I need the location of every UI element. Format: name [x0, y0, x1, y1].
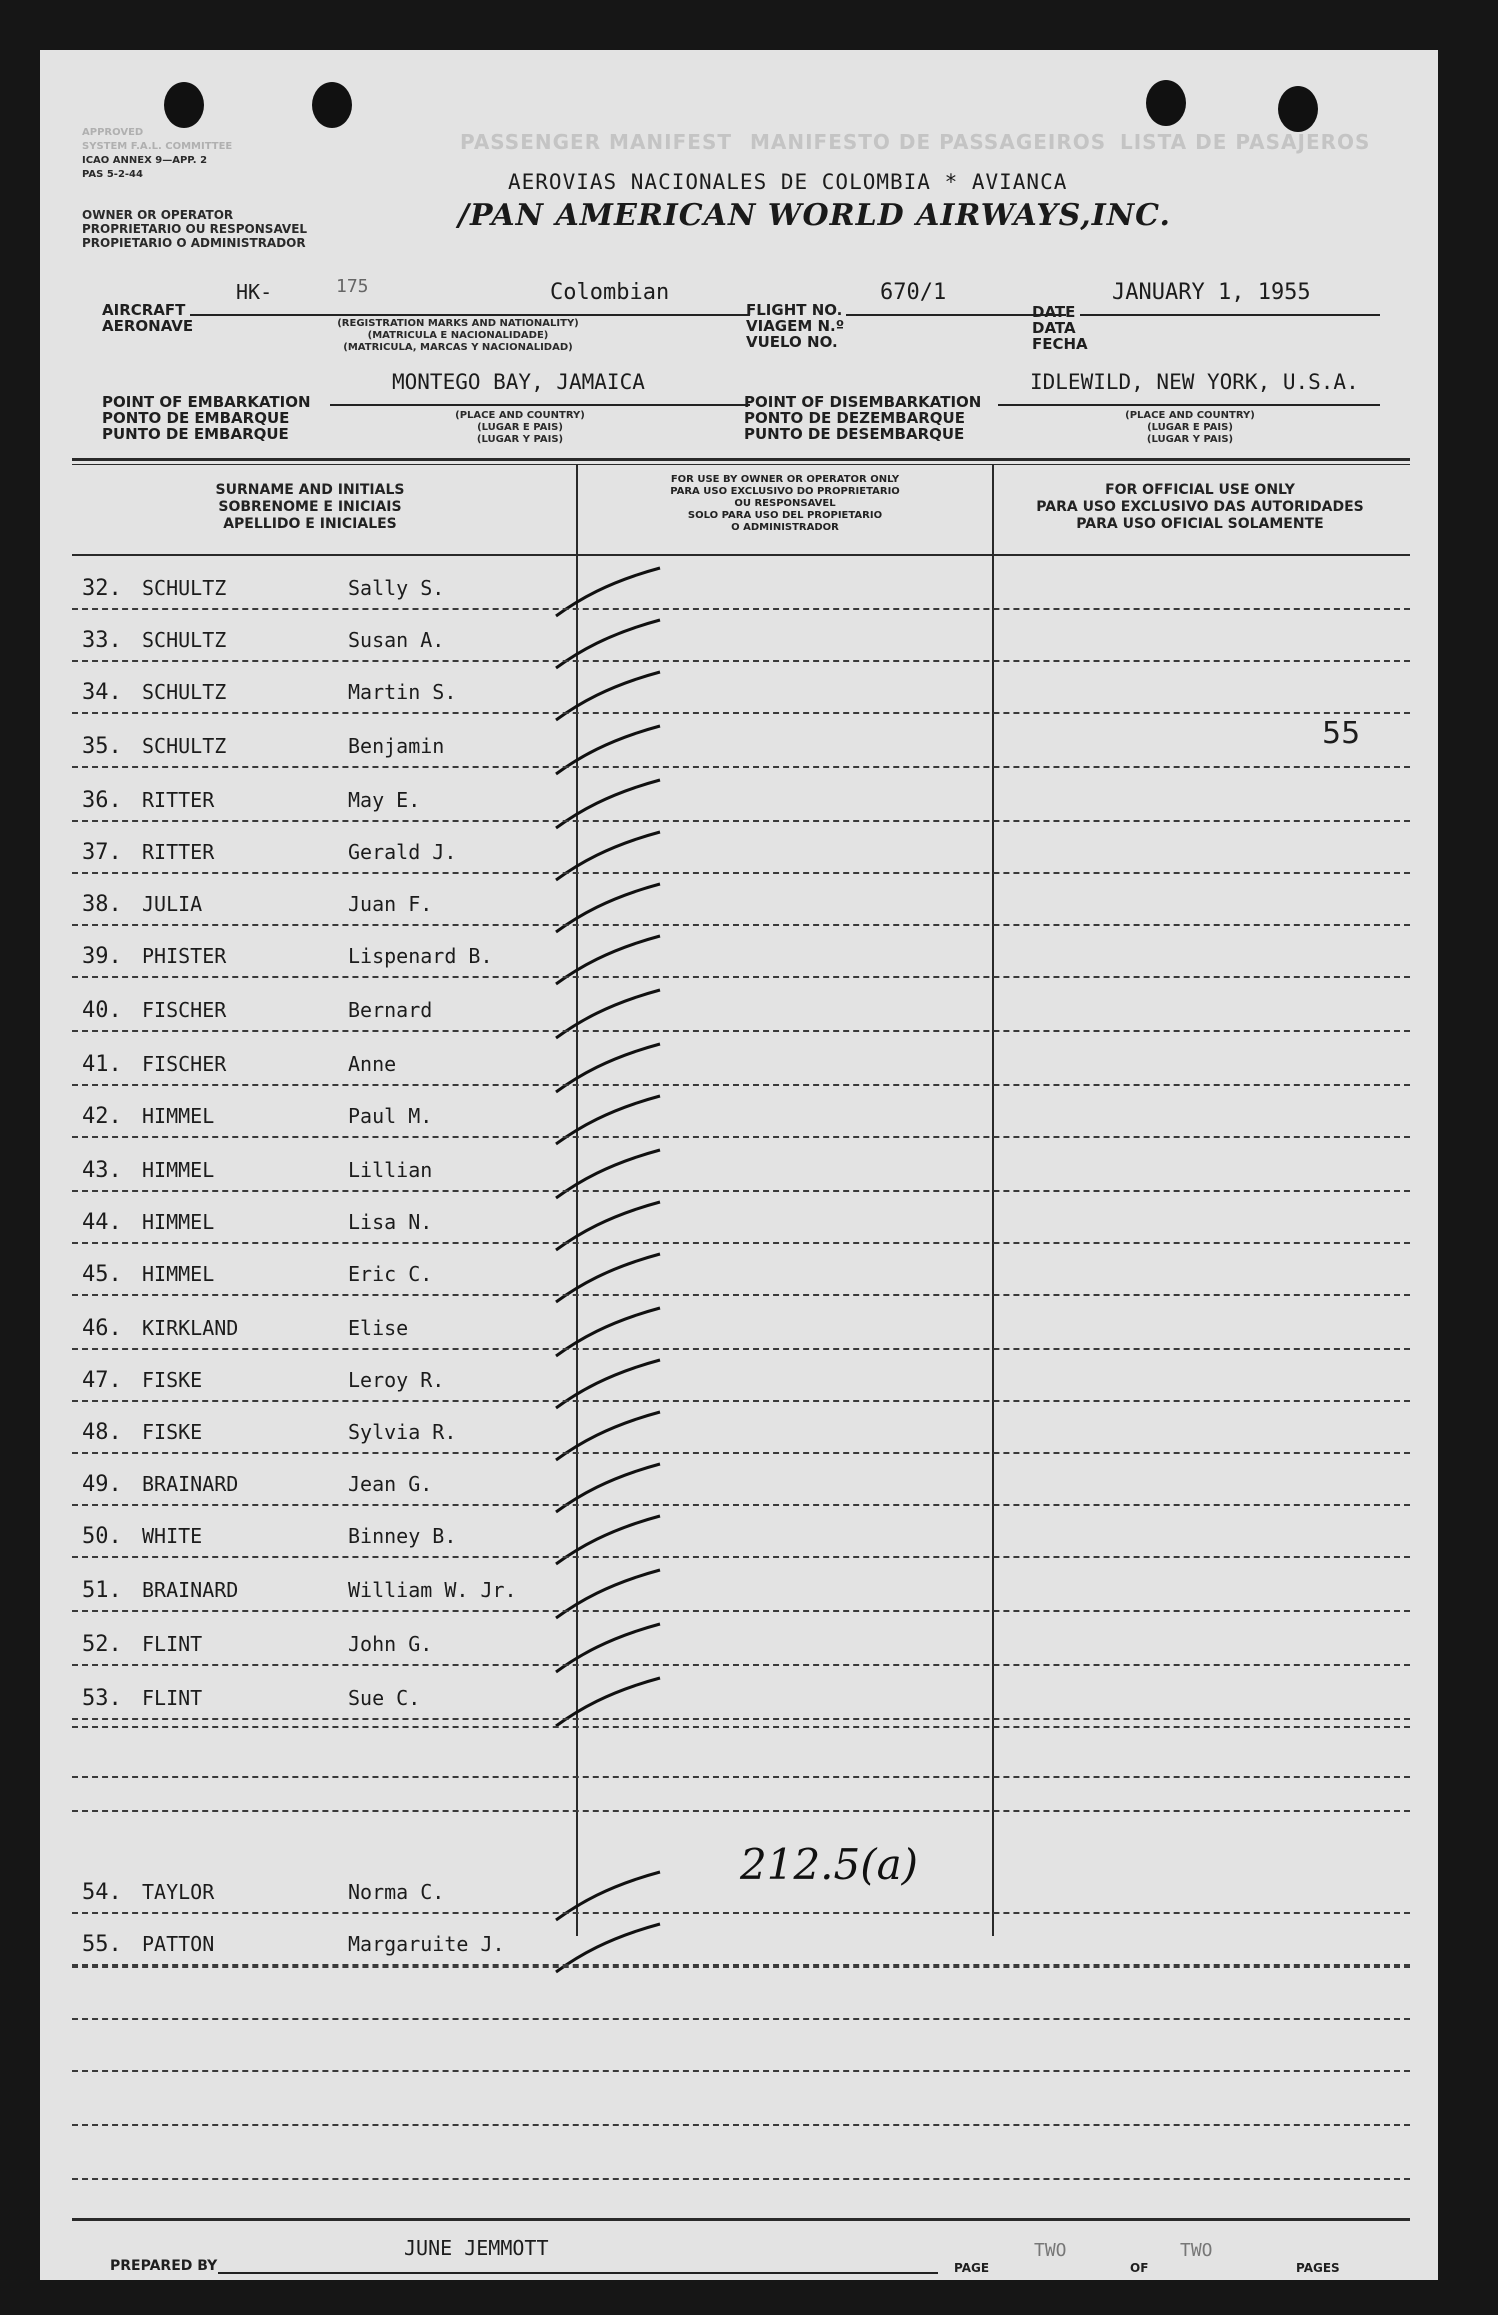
check-mark — [548, 1456, 678, 1516]
registration-subtitle: (REGISTRATION MARKS AND NATIONALITY) (MATRICULA E NACIONALIDADE) (MATRICULA, MARCAS Y NACIONALIDAD) — [337, 318, 579, 353]
row-rule — [72, 976, 1410, 978]
row-rule — [72, 1400, 1410, 1402]
row-rule — [72, 1084, 1410, 1086]
row-rule — [72, 1136, 1410, 1138]
passenger-number: 53. — [82, 1686, 122, 1711]
passenger-number: 47. — [82, 1368, 122, 1393]
passenger-given-name: Binney B. — [348, 1524, 457, 1548]
row-rule — [72, 1242, 1410, 1244]
manifest-page — [40, 50, 1438, 2280]
check-mark — [548, 1194, 678, 1254]
passenger-row — [40, 1042, 1438, 1082]
passenger-row — [40, 1622, 1438, 1662]
passenger-row — [40, 1462, 1438, 1502]
passenger-row — [40, 988, 1438, 1028]
aircraft-number: 175 — [336, 276, 369, 297]
title-spanish: LISTA DE PASAJEROS — [1120, 130, 1371, 154]
passenger-surname: SCHULTZ — [142, 628, 227, 652]
passenger-given-name: Elise — [348, 1316, 409, 1340]
passenger-surname: HIMMEL — [142, 1158, 215, 1182]
passenger-number: 32. — [82, 576, 122, 601]
check-mark — [548, 1864, 678, 1924]
passenger-row — [40, 1252, 1438, 1292]
passenger-number: 41. — [82, 1052, 122, 1077]
passenger-row — [40, 934, 1438, 974]
flight-number: 670/1 — [880, 280, 947, 305]
passenger-row — [40, 1148, 1438, 1188]
row-rule — [72, 608, 1410, 610]
passenger-given-name: Lispenard B. — [348, 944, 493, 968]
row-rule — [72, 712, 1410, 714]
passenger-row — [40, 724, 1438, 764]
check-mark — [548, 1562, 678, 1622]
passenger-given-name: Bernard — [348, 998, 433, 1022]
blank-row-rule — [72, 2070, 1410, 2072]
row-rule — [72, 872, 1410, 874]
check-mark — [548, 824, 678, 884]
check-mark — [548, 1300, 678, 1360]
row-rule — [72, 1610, 1410, 1612]
row-rule — [72, 1294, 1410, 1296]
passenger-number: 54. — [82, 1880, 122, 1905]
row-rule — [72, 766, 1410, 768]
passenger-given-name: May E. — [348, 788, 421, 812]
passenger-row — [40, 1870, 1438, 1910]
disembarkation-underline — [998, 404, 1380, 406]
date-underline — [1080, 314, 1380, 316]
total-count: 55 — [1322, 716, 1361, 751]
passenger-given-name: Sue C. — [348, 1686, 421, 1710]
passenger-given-name: Martin S. — [348, 680, 457, 704]
check-mark — [548, 718, 678, 778]
passenger-row — [40, 1568, 1438, 1608]
footer-rule — [72, 2218, 1410, 2221]
passenger-given-name: Anne — [348, 1052, 397, 1076]
passenger-surname: FISCHER — [142, 998, 227, 1022]
passenger-given-name: Leroy R. — [348, 1368, 445, 1392]
blank-row-rule — [72, 1726, 1410, 1728]
aircraft-underline — [190, 314, 750, 316]
check-mark — [548, 1142, 678, 1202]
check-mark — [548, 1246, 678, 1306]
approval-line: SYSTEM F.A.L. COMMITTEE — [82, 141, 233, 152]
passenger-surname: HIMMEL — [142, 1262, 215, 1286]
passenger-surname: HIMMEL — [142, 1104, 215, 1128]
prepared-by: JUNE JEMMOTT — [404, 2236, 549, 2260]
passenger-row — [40, 1094, 1438, 1134]
passenger-number: 37. — [82, 840, 122, 865]
passenger-row — [40, 778, 1438, 818]
passenger-number: 42. — [82, 1104, 122, 1129]
embarkation-place: MONTEGO BAY, JAMAICA — [392, 370, 645, 394]
passenger-number: 46. — [82, 1316, 122, 1341]
passenger-surname: BRAINARD — [142, 1472, 239, 1496]
passenger-given-name: John G. — [348, 1632, 433, 1656]
row-rule — [72, 1348, 1410, 1350]
page-label: PAGE — [954, 2261, 990, 2275]
passenger-number: 45. — [82, 1262, 122, 1287]
passenger-given-name: Norma C. — [348, 1880, 445, 1904]
passenger-row — [40, 1514, 1438, 1554]
passenger-given-name: Eric C. — [348, 1262, 433, 1286]
passenger-number: 50. — [82, 1524, 122, 1549]
passenger-surname: PATTON — [142, 1932, 215, 1956]
row-rule — [72, 1912, 1410, 1914]
blank-row-rule — [72, 1810, 1410, 1812]
passenger-given-name: Sally S. — [348, 576, 445, 600]
passenger-number: 48. — [82, 1420, 122, 1445]
punch-hole — [164, 82, 204, 128]
passenger-row — [40, 1200, 1438, 1240]
row-rule — [72, 820, 1410, 822]
row-rule — [72, 1030, 1410, 1032]
aircraft-label: AIRCRAFT AERONAVE — [102, 301, 194, 335]
passenger-surname: HIMMEL — [142, 1210, 215, 1234]
official-column-header: FOR OFFICIAL USE ONLY PARA USO EXCLUSIVO DAS AUTORIDADES PARA USO OFICIAL SOLAMENTE — [1036, 482, 1364, 532]
header-top-rule — [72, 458, 1410, 461]
row-rule — [72, 660, 1410, 662]
blank-row-rule — [72, 2018, 1410, 2020]
flight-date: JANUARY 1, 1955 — [1112, 280, 1311, 305]
passenger-surname: PHISTER — [142, 944, 227, 968]
passenger-number: 39. — [82, 944, 122, 969]
page-total: TWO — [1180, 2240, 1213, 2261]
passenger-number: 35. — [82, 734, 122, 759]
passenger-row — [40, 1676, 1438, 1716]
row-rule — [72, 1556, 1410, 1558]
passenger-number: 33. — [82, 628, 122, 653]
approval-line: APPROVED — [82, 127, 144, 138]
passenger-row — [40, 1358, 1438, 1398]
disembarkation-place: IDLEWILD, NEW YORK, U.S.A. — [1030, 370, 1359, 394]
passenger-number: 44. — [82, 1210, 122, 1235]
title-portuguese: MANIFESTO DE PASSAGEIROS — [750, 130, 1107, 154]
passenger-number: 51. — [82, 1578, 122, 1603]
passenger-number: 36. — [82, 788, 122, 813]
check-mark — [548, 1404, 678, 1464]
check-mark — [548, 560, 678, 620]
blank-row-rule — [72, 1776, 1410, 1778]
passenger-surname: JULIA — [142, 892, 203, 916]
embarkation-subtitle: (PLACE AND COUNTRY) (LUGAR E PAIS) (LUGAR Y PAIS) — [455, 410, 585, 445]
approval-block — [82, 126, 232, 182]
embarkation-label: POINT OF EMBARKATION PONTO DE EMBARQUE PUNTO DE EMBARQUE — [102, 393, 311, 443]
passenger-row — [40, 1306, 1438, 1346]
check-mark — [548, 876, 678, 936]
passenger-row — [40, 566, 1438, 606]
passenger-surname: SCHULTZ — [142, 576, 227, 600]
operator-name: AEROVIAS NACIONALES DE COLOMBIA * AVIANCA — [508, 170, 1068, 194]
passenger-given-name: Lisa N. — [348, 1210, 433, 1234]
passenger-surname: KIRKLAND — [142, 1316, 239, 1340]
passenger-surname: SCHULTZ — [142, 680, 227, 704]
row-rule — [72, 924, 1410, 926]
row-rule — [72, 1718, 1410, 1720]
check-mark — [548, 982, 678, 1042]
passenger-surname: RITTER — [142, 840, 215, 864]
passenger-given-name: Margaruite J. — [348, 1932, 505, 1956]
passenger-row — [40, 882, 1438, 922]
header-top-rule-2 — [72, 464, 1410, 465]
check-mark — [548, 1088, 678, 1148]
check-mark — [548, 1352, 678, 1412]
passenger-number: 38. — [82, 892, 122, 917]
check-mark — [548, 664, 678, 724]
punch-hole — [1146, 80, 1186, 126]
passenger-surname: FISKE — [142, 1368, 203, 1392]
passenger-number: 34. — [82, 680, 122, 705]
passenger-number: 40. — [82, 998, 122, 1023]
passenger-surname: TAYLOR — [142, 1880, 215, 1904]
punch-hole — [312, 82, 352, 128]
check-mark — [548, 1616, 678, 1676]
passenger-surname: FISKE — [142, 1420, 203, 1444]
passenger-number: 52. — [82, 1632, 122, 1657]
prepared-label: PREPARED BY — [110, 2258, 218, 2274]
passenger-given-name: Lillian — [348, 1158, 433, 1182]
disembarkation-subtitle: (PLACE AND COUNTRY) (LUGAR E PAIS) (LUGAR Y PAIS) — [1125, 410, 1255, 445]
row-rule — [72, 1452, 1410, 1454]
check-mark — [548, 612, 678, 672]
passenger-surname: FLINT — [142, 1686, 203, 1710]
flight-label: FLIGHT NO. VIAGEM N.º VUELO NO. — [746, 301, 845, 351]
row-rule — [72, 1664, 1410, 1666]
passenger-surname: RITTER — [142, 788, 215, 812]
check-mark — [548, 1508, 678, 1568]
passenger-row — [40, 1410, 1438, 1450]
disembarkation-label: POINT OF DISEMBARKATION PONTO DE DEZEMBARQUE PUNTO DE DESEMBARQUE — [744, 393, 982, 443]
pages-label: PAGES — [1296, 2261, 1340, 2275]
passenger-given-name: William W. Jr. — [348, 1578, 517, 1602]
surname-column-header: SURNAME AND INITIALS SOBRENOME E INICIAIS APELLIDO E INICIALES — [215, 482, 405, 532]
page-number: TWO — [1034, 2240, 1067, 2261]
check-mark — [548, 928, 678, 988]
check-mark — [548, 1670, 678, 1730]
passenger-number: 55. — [82, 1932, 122, 1957]
passenger-surname: FLINT — [142, 1632, 203, 1656]
punch-hole — [1278, 86, 1318, 132]
header-bottom-rule — [72, 554, 1410, 556]
date-label: DATE DATA FECHA — [1032, 303, 1088, 353]
operator-stamp: /PAN AMERICAN WORLD AIRWAYS,INC. — [458, 198, 1171, 233]
passenger-surname: BRAINARD — [142, 1578, 239, 1602]
embarkation-underline — [330, 404, 750, 406]
passenger-row — [40, 670, 1438, 710]
passenger-given-name: Juan F. — [348, 892, 433, 916]
aircraft-nationality: Colombian — [550, 280, 670, 305]
passenger-row — [40, 618, 1438, 658]
prepared-underline — [218, 2272, 938, 2274]
check-mark — [548, 1036, 678, 1096]
passenger-given-name: Jean G. — [348, 1472, 433, 1496]
passenger-given-name: Benjamin — [348, 734, 445, 758]
owner-label: OWNER OR OPERATOR PROPRIETARIO OU RESPONSAVEL PROPIETARIO O ADMINISTRADOR — [82, 208, 308, 250]
passenger-surname: FISCHER — [142, 1052, 227, 1076]
passenger-given-name: Paul M. — [348, 1104, 433, 1128]
check-mark — [548, 772, 678, 832]
passenger-number: 49. — [82, 1472, 122, 1497]
passenger-row — [40, 1922, 1438, 1962]
passenger-number: 43. — [82, 1158, 122, 1183]
approval-line: ICAO ANNEX 9—APP. 2 — [82, 155, 208, 166]
passenger-given-name: Gerald J. — [348, 840, 457, 864]
passenger-given-name: Susan A. — [348, 628, 445, 652]
passenger-surname: SCHULTZ — [142, 734, 227, 758]
blank-row-rule — [72, 1966, 1410, 1968]
annotation: 212.5(a) — [740, 1840, 919, 1889]
title-english: PASSENGER MANIFEST — [460, 130, 732, 154]
passenger-surname: WHITE — [142, 1524, 203, 1548]
blank-row-rule — [72, 2178, 1410, 2180]
blank-row-rule — [72, 2124, 1410, 2126]
owner-column-header: FOR USE BY OWNER OR OPERATOR ONLY PARA USO EXCLUSIVO DO PROPRIETARIO OU RESPONSAVEL SOLO PARA USO DEL PROPIETARIO O ADMINISTRADOR — [670, 474, 900, 533]
of-label: OF — [1130, 2261, 1149, 2275]
aircraft-prefix: HK- — [236, 280, 273, 304]
passenger-row — [40, 830, 1438, 870]
passenger-given-name: Sylvia R. — [348, 1420, 457, 1444]
approval-line: PAS 5-2-44 — [82, 169, 143, 180]
row-rule — [72, 1190, 1410, 1192]
row-rule — [72, 1504, 1410, 1506]
